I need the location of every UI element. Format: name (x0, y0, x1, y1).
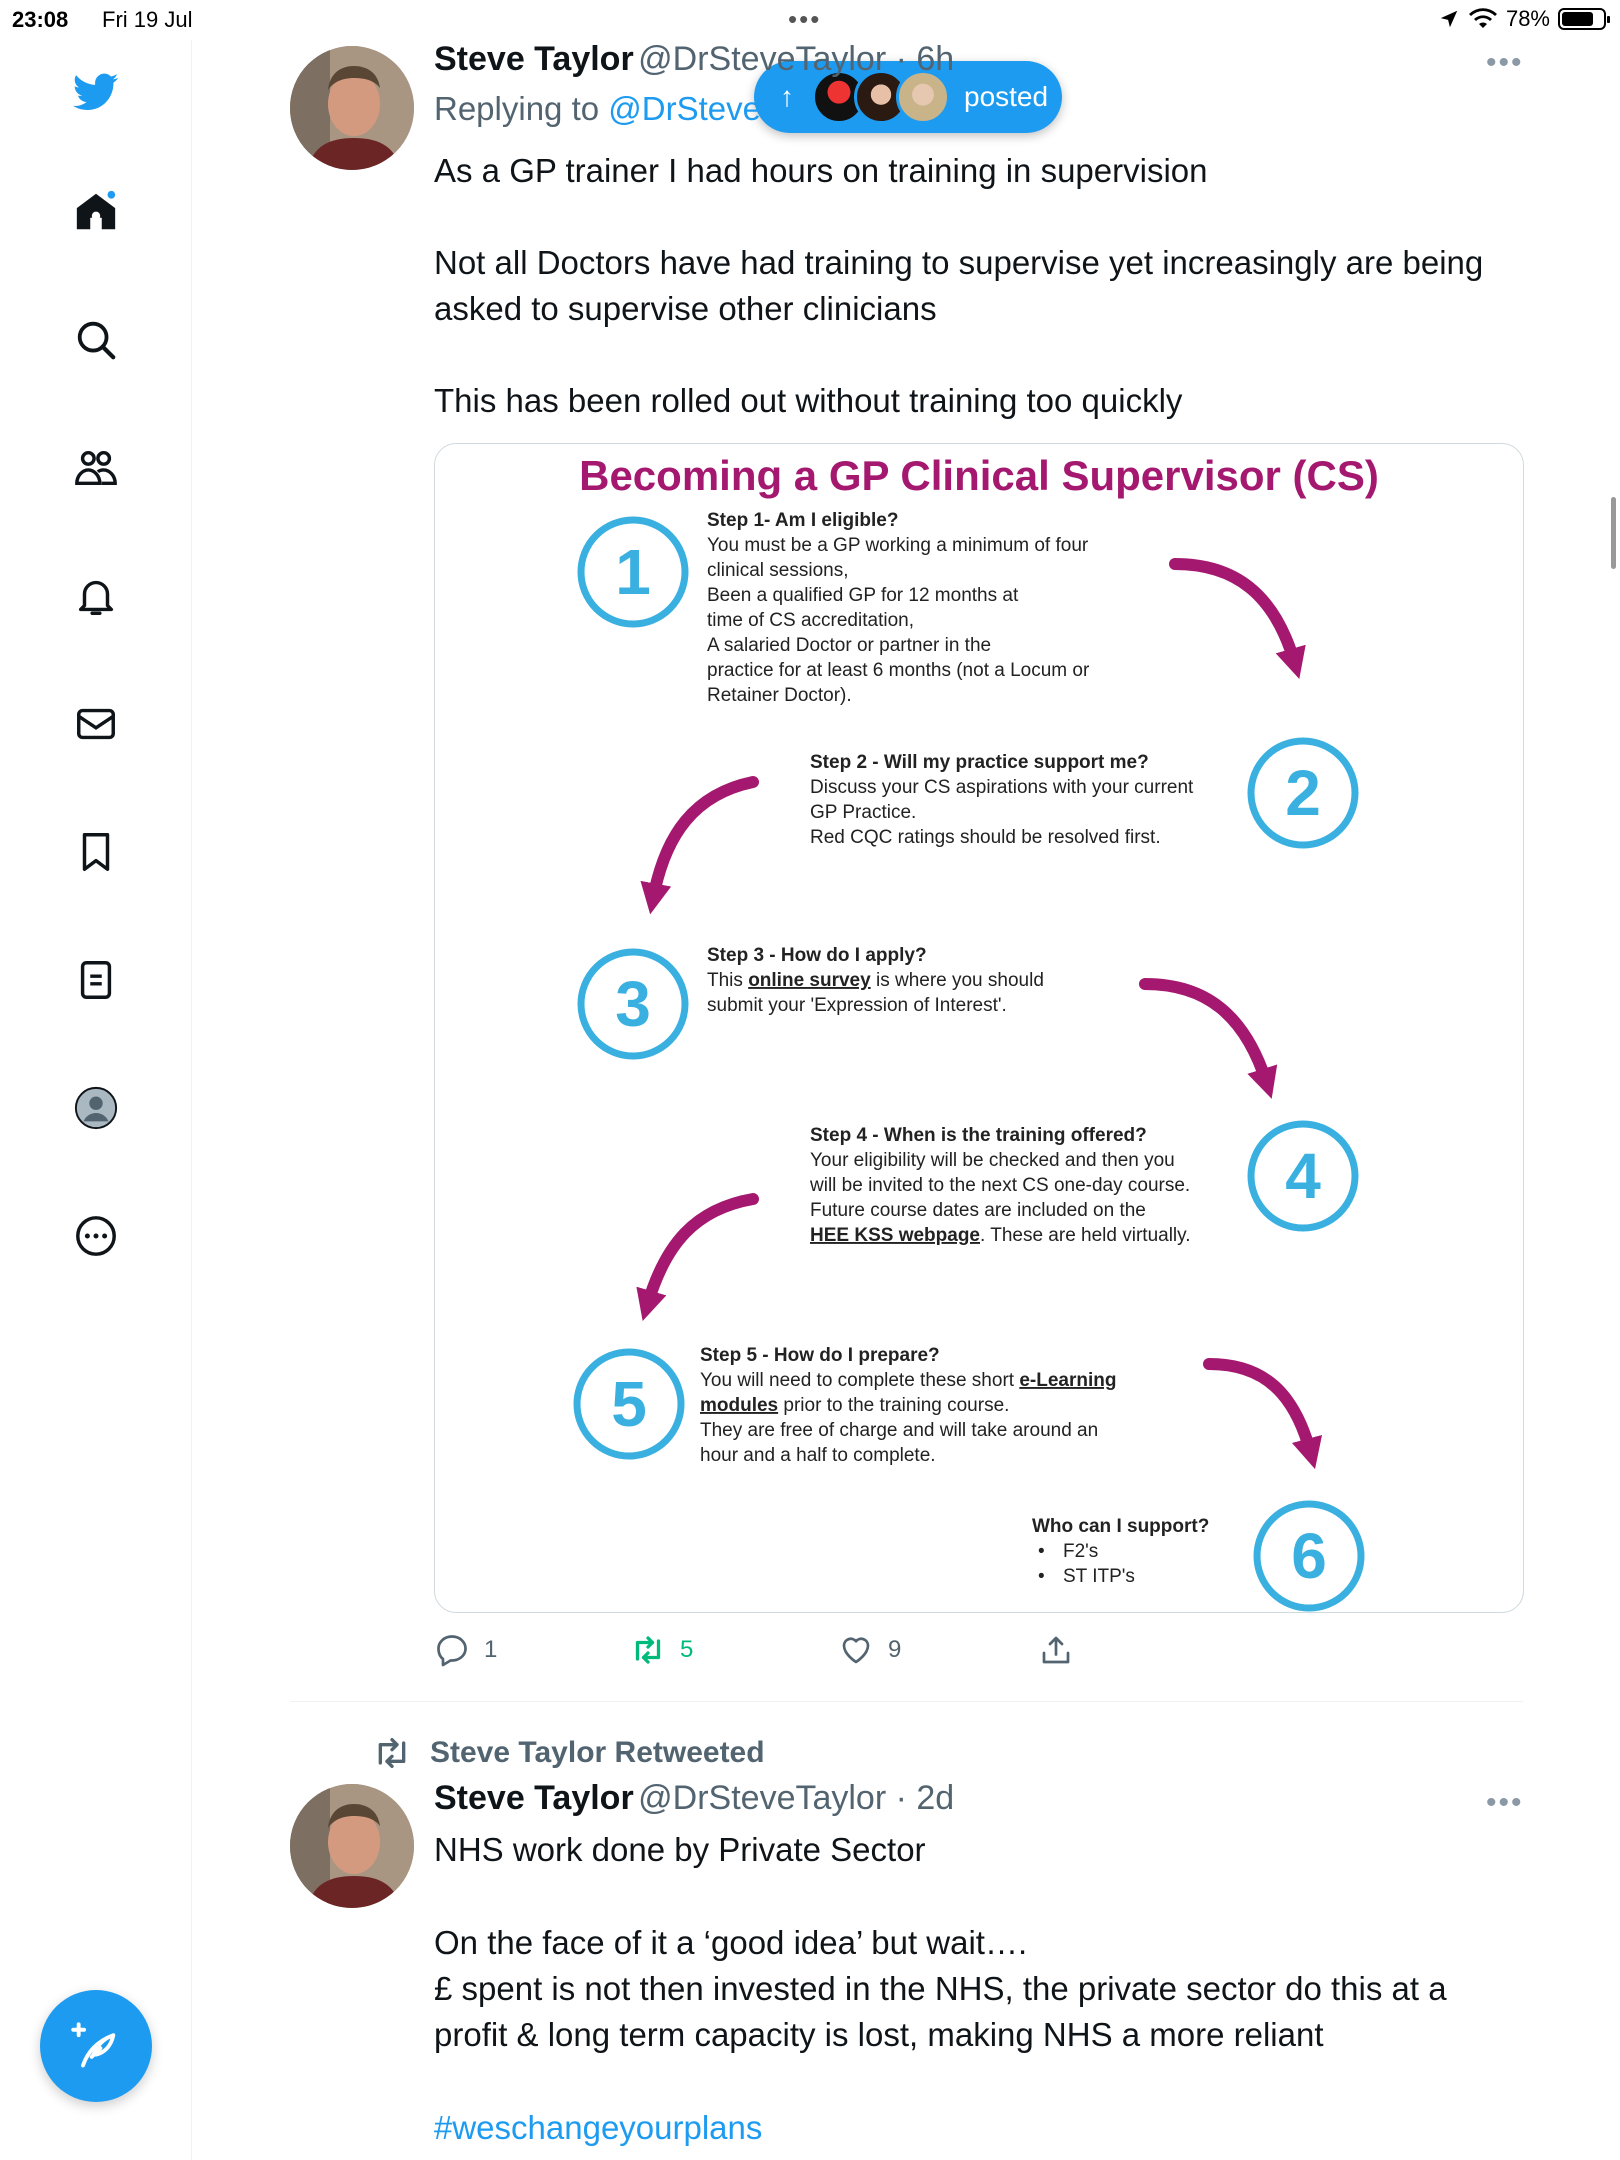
arrow-4-to-5 (647, 1199, 753, 1306)
elearning-link[interactable]: e-Learning (1019, 1370, 1117, 1391)
step-4-number: 4 (1285, 1140, 1321, 1212)
tweet-text (434, 148, 1524, 424)
step-2-line: GP Practice. (810, 802, 917, 823)
step-6-number: 6 (1291, 1520, 1327, 1592)
step-4-line: will be invited to the next CS one-day course. (810, 1175, 1191, 1196)
tweet-paragraph: This has been rolled out without training too quickly (434, 382, 1183, 419)
step-1-line: Retainer Doctor). (707, 685, 852, 706)
author-handle[interactable]: @DrSteveTaylor · 2d (638, 1779, 955, 1817)
more-options-icon[interactable]: ••• (1486, 46, 1524, 79)
status-date: Fri 19 Jul (102, 7, 193, 32)
step-4-line (810, 1225, 1191, 1246)
more-circle-icon (73, 1213, 119, 1259)
people-icon (73, 445, 119, 491)
arrow-1-to-2 (1175, 564, 1295, 664)
step-3-line: submit your 'Expression of Interest'. (707, 995, 1007, 1016)
step-3-line (707, 970, 1044, 991)
step-1-number: 1 (615, 536, 651, 608)
mail-icon (73, 701, 119, 747)
tweet-header (434, 1779, 954, 1818)
step-1-line: You must be a GP working a minimum of four (707, 535, 1089, 556)
multitask-handle[interactable]: ••• (788, 4, 822, 34)
step-1-line: A salaried Doctor or partner in the (707, 635, 992, 656)
compose-button[interactable] (40, 1990, 152, 2102)
list-icon (73, 957, 119, 1003)
step-1-line: time of CS accreditation, (707, 610, 914, 631)
arrow-up-icon: ↑ (780, 81, 794, 112)
step-5-line: They are free of charge and will take around an (700, 1420, 1099, 1441)
step-3-text: This (707, 970, 749, 991)
share-icon (1038, 1632, 1074, 1668)
new-posts-label: posted (964, 81, 1049, 112)
step-5-line: hour and a half to complete. (700, 1445, 936, 1466)
hee-kss-webpage-link[interactable]: HEE KSS webpage (810, 1225, 980, 1246)
step-2-line: Red CQC ratings should be resolved first. (810, 827, 1161, 848)
infographic (435, 444, 1524, 1613)
step-1-line: Been a qualified GP for 12 months at (707, 585, 1019, 606)
nav-lists[interactable] (66, 950, 126, 1010)
step-4-heading: Step 4 - When is the training offered? (810, 1125, 1147, 1146)
status-time: 23:08 (12, 7, 69, 32)
arrow-5-to-6 (1209, 1364, 1311, 1454)
nav-communities[interactable] (66, 438, 126, 498)
avatar[interactable] (290, 1784, 414, 1908)
bookmark-icon (73, 829, 119, 875)
retweet-count: 5 (680, 1636, 694, 1663)
step-6-heading: Who can I support? (1032, 1516, 1210, 1537)
tweet-paragraph: On the face of it a ‘good idea’ but wait…. (434, 1924, 1028, 1961)
bullet-dot: • (1038, 1541, 1045, 1562)
heart-icon (838, 1632, 874, 1668)
retweet-icon (630, 1632, 666, 1668)
reply-icon (434, 1632, 470, 1668)
tweet-image[interactable] (434, 443, 1524, 1613)
avatar-photo (290, 46, 414, 170)
tweet-paragraph: Not all Doctors have had training to supervise yet increasingly are being asked to supervise other clinicians (434, 244, 1484, 327)
step-5-line (700, 1395, 1009, 1416)
modules-link[interactable]: modules (700, 1395, 779, 1416)
battery-icon (1558, 8, 1606, 30)
avatar[interactable] (290, 46, 414, 170)
step-5-text: You will need to complete these short (700, 1370, 1020, 1391)
step-5-line (700, 1370, 1116, 1391)
replying-handle-link[interactable]: @DrSteve (608, 90, 761, 127)
tweet-paragraph: NHS work done by Private Sector (434, 1831, 926, 1868)
step-2-number: 2 (1285, 757, 1321, 829)
replying-prefix: Replying to (434, 90, 609, 127)
nav-bookmarks[interactable] (66, 822, 126, 882)
arrow-3-to-4 (1145, 984, 1267, 1084)
hashtag-link[interactable]: #weschangeyourplans (434, 2109, 763, 2146)
step-2-line: Discuss your CS aspirations with your current (810, 777, 1194, 798)
retweet-button[interactable] (630, 1632, 693, 1668)
author-name[interactable]: Steve Taylor (434, 1779, 634, 1817)
avatar-photo (290, 1784, 414, 1908)
nav-explore[interactable] (66, 310, 126, 370)
online-survey-link[interactable]: online survey (748, 970, 871, 991)
scrollbar[interactable] (1611, 497, 1616, 569)
share-button[interactable] (1038, 1632, 1074, 1668)
step-1-line: clinical sessions, (707, 560, 849, 581)
nav-more[interactable] (66, 1206, 126, 1266)
avatar-icon (73, 1085, 119, 1131)
like-count: 9 (888, 1636, 902, 1663)
step-1-line: practice for at least 6 months (not a Locum or (707, 660, 1090, 681)
retweet-header (372, 1733, 765, 1773)
nav-profile[interactable] (66, 1078, 126, 1138)
tweet-paragraph: £ spent is not then invested in the NHS, the private sector do this at a profit & long term capacity is lost, making NHS a more reliant (434, 1970, 1447, 2053)
reply-button[interactable] (434, 1632, 497, 1668)
feather-plus-icon (70, 2020, 122, 2072)
step-2-heading: Step 2 - Will my practice support me? (810, 752, 1149, 773)
replying-to (434, 90, 761, 128)
search-icon (73, 317, 119, 363)
bell-icon (73, 573, 119, 619)
twitter-logo[interactable] (66, 62, 126, 122)
infographic-title: Becoming a GP Clinical Supervisor (CS) (579, 452, 1379, 499)
status-bar (0, 0, 1620, 40)
home-icon (73, 189, 119, 235)
battery-percent: 78% (1505, 6, 1550, 31)
tweet-header (434, 40, 954, 79)
tweet-text (434, 1827, 1524, 2151)
nav-notifications[interactable] (66, 566, 126, 626)
step-3-heading: Step 3 - How do I apply? (707, 945, 927, 966)
author-name[interactable]: Steve Taylor (434, 40, 634, 78)
sidebar (0, 40, 192, 2160)
bird-icon (73, 69, 119, 115)
like-button[interactable] (838, 1632, 901, 1668)
author-handle[interactable]: @DrSteveTaylor · 6h (638, 40, 955, 78)
step-5-text: prior to the training course. (778, 1395, 1010, 1416)
reply-count: 1 (484, 1636, 498, 1663)
bullet-dot: • (1038, 1566, 1045, 1587)
nav-home[interactable] (66, 182, 126, 242)
step-4-line: Your eligibility will be checked and then you (810, 1150, 1175, 1171)
nav-messages[interactable] (66, 694, 126, 754)
more-options-icon[interactable]: ••• (1486, 1786, 1524, 1819)
location-icon (1438, 8, 1460, 30)
step-3-number: 3 (615, 968, 651, 1040)
step-6-bullet: ST ITP's (1063, 1566, 1135, 1587)
step-3-text: is where you should (870, 970, 1044, 991)
retweet-icon (372, 1733, 412, 1773)
step-6-bullet: F2's (1063, 1541, 1099, 1562)
step-5-number: 5 (611, 1368, 647, 1440)
tweet-paragraph: As a GP trainer I had hours on training in supervision (434, 152, 1208, 189)
step-4-line: Future course dates are included on the (810, 1200, 1146, 1221)
step-4-text: . These are held virtually. (980, 1225, 1191, 1246)
step-1-heading: Step 1- Am I eligible? (707, 510, 899, 531)
wifi-icon (1468, 8, 1498, 30)
arrow-2-to-3 (653, 782, 753, 899)
status-right (1438, 6, 1606, 32)
tweet-divider (290, 1701, 1523, 1702)
retweet-header-label[interactable]: Steve Taylor Retweeted (430, 1736, 765, 1769)
step-5-heading: Step 5 - How do I prepare? (700, 1345, 940, 1366)
tweet-actions (434, 1632, 1134, 1682)
